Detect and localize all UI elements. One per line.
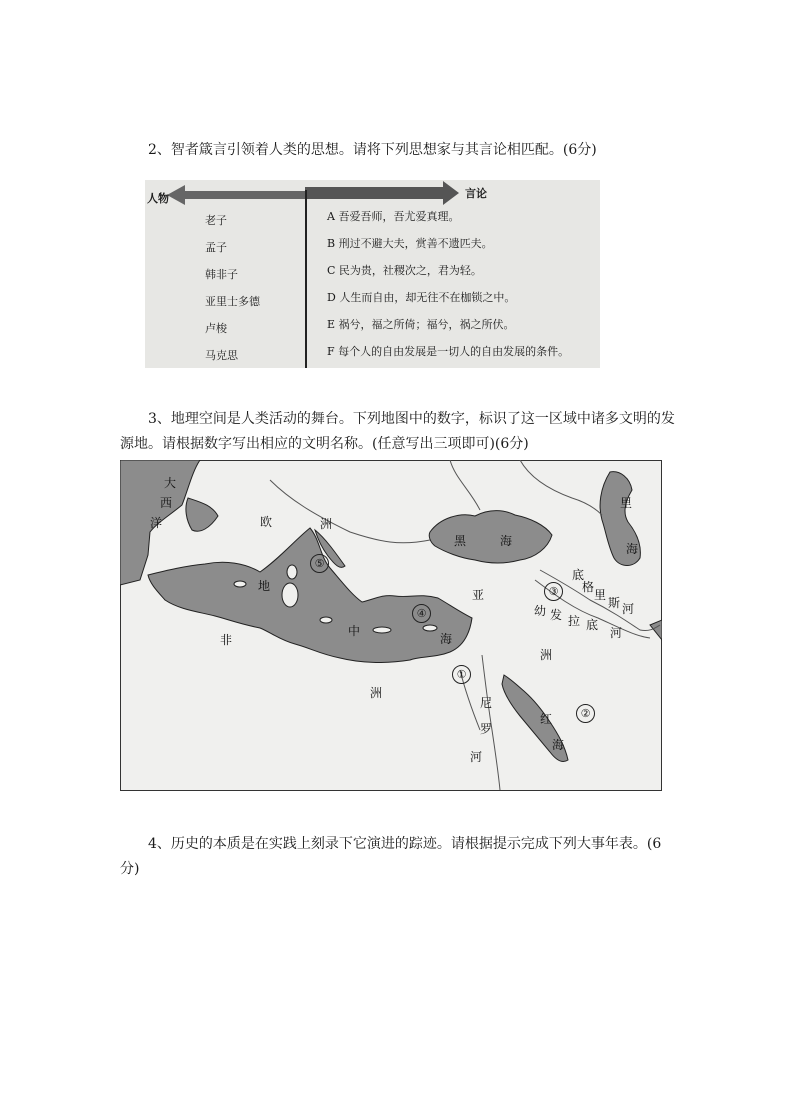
label-asia-zhou: 洲 [540, 648, 553, 662]
label-med-hai: 海 [440, 632, 453, 646]
question-2: 2、智者箴言引领着人类的思想。请将下列思想家与其言论相匹配。(6分) [148, 142, 597, 158]
label-caspian-hai: 海 [626, 542, 639, 556]
label-hei: 黑 [454, 534, 467, 548]
label-euphrates-1: 幼 [534, 604, 547, 618]
label-tigris-3: 里 [594, 588, 607, 602]
label-zhong: 中 [348, 624, 361, 638]
quote-item: C 民为贵，社稷次之，君为轻。 [327, 264, 482, 277]
marker-3: ③ [544, 582, 563, 601]
label-euphrates-2: 发 [550, 608, 563, 622]
person-item: 孟子 [205, 241, 227, 254]
label-euphrates-5: 河 [610, 626, 623, 640]
label-xi: 西 [160, 496, 173, 510]
person-item: 马克思 [205, 349, 238, 362]
matching-figure [145, 180, 600, 368]
label-red-sea-hai: 海 [552, 738, 565, 752]
label-tigris-4: 斯 [608, 596, 621, 610]
label-nile-1: 尼 [480, 696, 493, 710]
label-europe-zhou: 洲 [320, 517, 333, 531]
label-black-sea-hai: 海 [500, 534, 513, 548]
label-tigris-5: 河 [622, 602, 635, 616]
marker-1: ① [452, 665, 471, 684]
quote-item: E 祸兮，福之所倚；福兮，祸之所伏。 [327, 318, 515, 331]
label-ya: 亚 [472, 588, 485, 602]
quote-item: F 每个人的自由发展是一切人的自由发展的条件。 [327, 345, 570, 358]
question-3: 3、地理空间是人类活动的舞台。下列地图中的数字，标识了这一区域中诸多文明的发源地。请根据数字写出相应的文明名称。(任意写出三项即可)(6分) [120, 411, 675, 452]
label-nile-3: 河 [470, 750, 483, 764]
label-ou: 欧 [260, 515, 273, 529]
quote-item: A 吾爱吾师，吾尤爱真理。 [327, 210, 460, 223]
person-item: 韩非子 [205, 268, 238, 281]
quote-item: D 人生而自由，却无往不在枷锁之中。 [327, 291, 516, 304]
marker-2: ② [576, 704, 595, 723]
marker-5: ⑤ [310, 554, 329, 573]
person-item: 亚里士多德 [205, 295, 260, 308]
quote-item: B 刑过不避大夫，赏善不遗匹夫。 [327, 237, 493, 250]
label-tigris-2: 格 [582, 580, 595, 594]
label-yang: 洋 [150, 516, 163, 530]
quotes-header: 言论 [465, 187, 487, 200]
persons-header: 人物 [147, 192, 169, 205]
person-item: 卢梭 [205, 322, 227, 335]
marker-4: ④ [412, 604, 431, 623]
label-li: 里 [620, 496, 633, 510]
label-nile-2: 罗 [480, 722, 493, 736]
label-da: 大 [164, 476, 177, 490]
label-fei: 非 [220, 633, 233, 647]
label-euphrates-4: 底 [586, 618, 599, 632]
label-hong: 红 [540, 712, 553, 726]
question-4: 4、历史的本质是在实践上刻录下它演进的踪迹。请根据提示完成下列大事年表。(6分) [120, 836, 662, 877]
label-tigris-1: 底 [572, 568, 585, 582]
label-di: 地 [258, 579, 271, 593]
ancient-civilizations-map [120, 460, 662, 791]
label-africa-zhou: 洲 [370, 686, 383, 700]
person-item: 老子 [205, 214, 227, 227]
column-divider [305, 190, 307, 368]
label-euphrates-3: 拉 [568, 614, 581, 628]
map-shapes [120, 460, 662, 791]
